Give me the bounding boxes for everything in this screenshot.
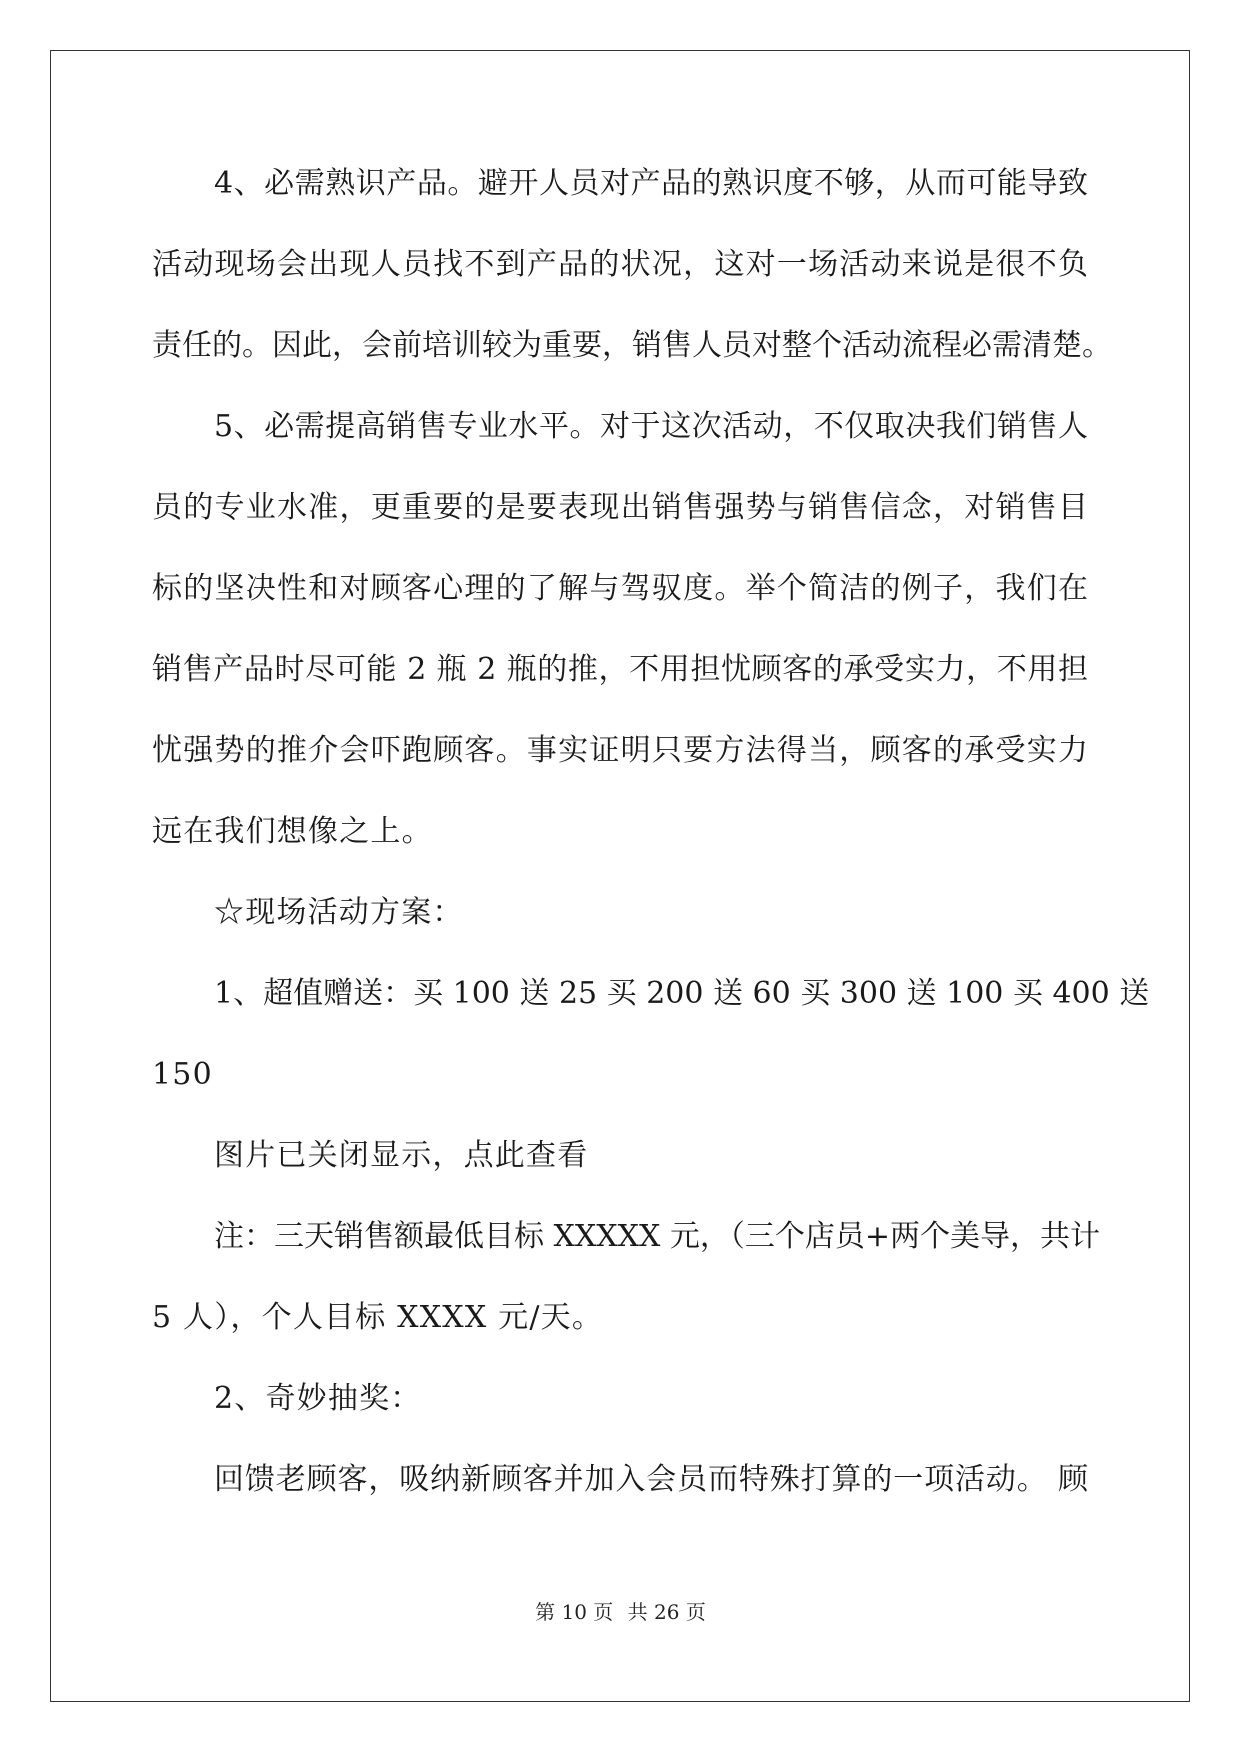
page-total: 共 26 页 [627,1600,706,1624]
paragraph-line: 注：三天销售额最低目标 XXXXX 元，（三个店员+两个美导，共计 [214,1219,1100,1254]
paragraph-line: 150 [152,1057,213,1092]
section-heading: ☆现场活动方案： [214,895,464,930]
paragraph-line: 5、必需提高销售专业水平。对于这次活动，不仅取决我们销售人 [214,409,1088,444]
paragraph-line: 员的专业水准，更重要的是要表现出销售强势与销售信念，对销售目 [152,490,1088,525]
page-footer [0,1598,1241,1626]
paragraph-line: 5 人），个人目标 XXXX 元/天。 [152,1300,604,1335]
paragraph-line: 回馈老顾客，吸纳新顾客并加入会员而特殊打算的一项活动。 顾 [214,1462,1088,1497]
document-body [152,162,1150,1539]
page-number: 第 10 页 [535,1600,614,1624]
section-heading: 2、奇妙抽奖： [214,1381,422,1416]
paragraph-line: 标的坚决性和对顾客心理的了解与驾驭度。举个简洁的例子，我们在 [152,571,1088,606]
paragraph-line: 4、必需熟识产品。避开人员对产品的熟识度不够，从而可能导致 [214,166,1088,201]
image-placeholder-text: 图片已关闭显示，点此查看 [214,1138,589,1173]
paragraph-line: 忧强势的推介会吓跑顾客。事实证明只要方法得当，顾客的承受实力 [152,733,1088,768]
paragraph-line: 远在我们想像之上。 [152,814,433,849]
paragraph-line: 销售产品时尽可能 2 瓶 2 瓶的推，不用担忧顾客的承受实力，不用担 [152,652,1088,687]
paragraph-line: 责任的。因此，会前培训较为重要，销售人员对整个活动流程必需清楚。 [152,328,1112,363]
paragraph-line: 活动现场会出现人员找不到产品的状况，这对一场活动来说是很不负 [152,247,1088,282]
paragraph-line: 1、超值赠送：买 100 送 25 买 200 送 60 买 300 送 100 买 400 送 [214,976,1150,1011]
